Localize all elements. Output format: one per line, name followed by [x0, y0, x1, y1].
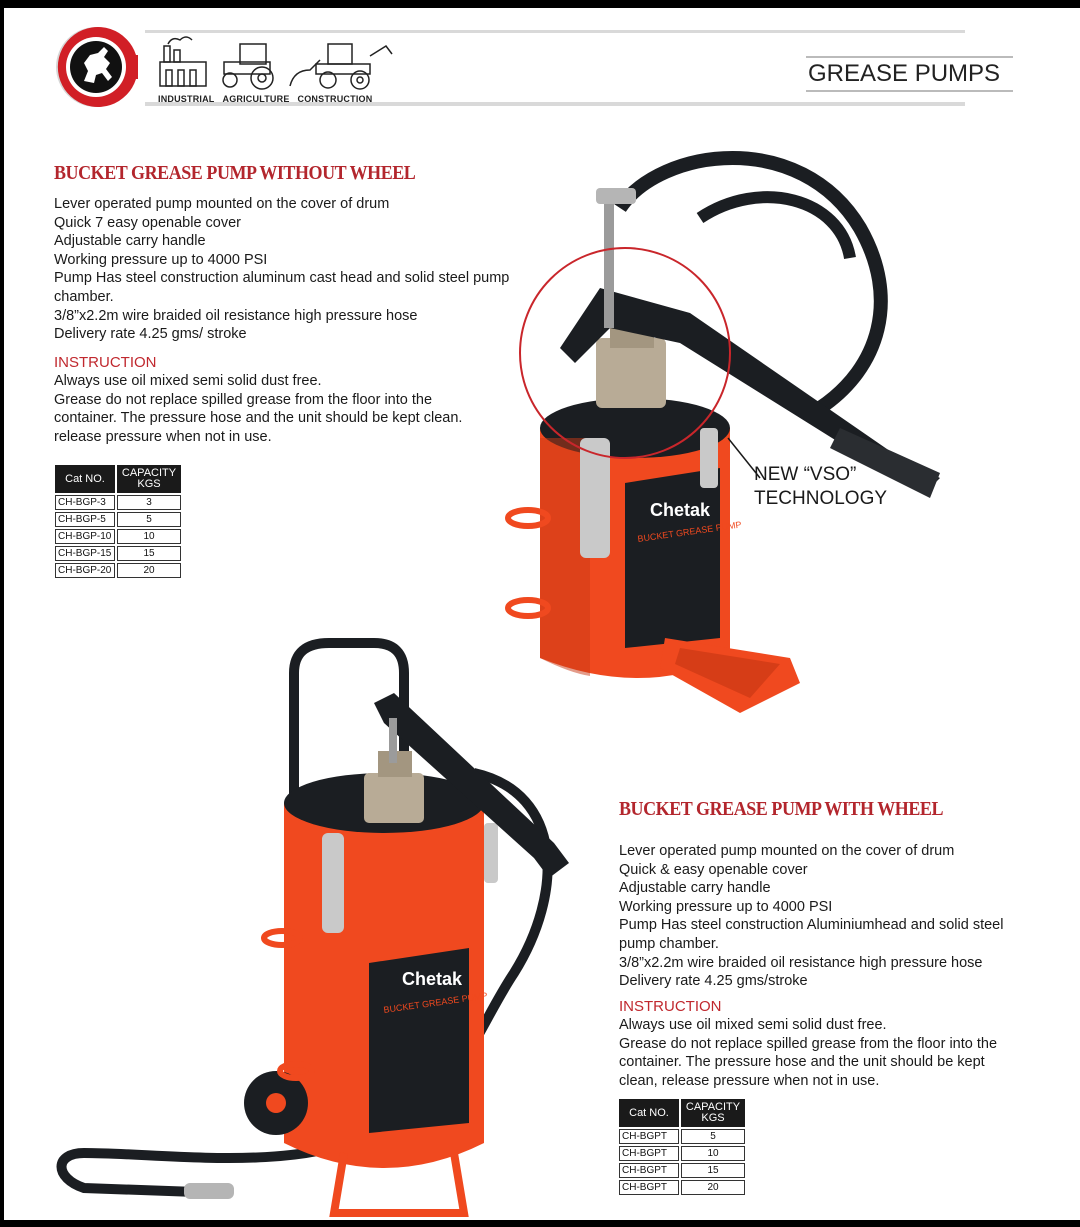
instruction-line: Always use oil mixed semi solid dust free.: [54, 373, 322, 389]
cat-cell: CH-BGP-10: [55, 529, 115, 544]
table-row: [55, 495, 181, 510]
product2-brand-text: Chetak: [402, 969, 463, 989]
cat-cell: CH-BGP-15: [55, 546, 115, 561]
capacity-cell: 3: [117, 495, 181, 510]
col-cat-header: Cat NO.: [619, 1099, 679, 1127]
feature-item: 3/8”x2.2m wire braided oil resistance high pressure hose: [619, 954, 983, 971]
header: [50, 20, 1001, 106]
capacity-cell: 20: [117, 563, 181, 578]
product2-label-text: BUCKET GREASE PUMP: [382, 990, 489, 1015]
page-title: GREASE PUMPS: [806, 56, 1013, 92]
feature-item: Delivery rate 4.25 gms/ stroke: [54, 326, 247, 343]
product1-instructions: [54, 372, 514, 446]
catalog-page: [4, 8, 1080, 1220]
feature-item: Working pressure up to 4000 PSI: [54, 251, 268, 268]
table-row: [55, 563, 181, 578]
loader-icon: [290, 44, 392, 89]
feature-item: pump chamber.: [619, 935, 719, 952]
cat-cell: CH-BGP-5: [55, 512, 115, 527]
col-capacity-header: CAPACITY KGS: [681, 1099, 745, 1127]
capacity-cell: 5: [681, 1129, 745, 1144]
product1-features: [54, 195, 514, 344]
feature-item: Lever operated pump mounted on the cover of drum: [54, 196, 390, 212]
cat-cell: CH-BGPT: [619, 1146, 679, 1161]
capacity-cell: 5: [117, 512, 181, 527]
table-row: [55, 512, 181, 527]
tractor-icon: [223, 44, 273, 89]
sector-labels: [158, 94, 418, 104]
capacity-cell: 20: [681, 1180, 745, 1195]
instruction-line: Always use oil mixed semi solid dust free.: [619, 1017, 887, 1033]
product2-heading: BUCKET GREASE PUMP WITH WHEEL: [619, 798, 944, 820]
table-row: [619, 1129, 745, 1144]
capacity-cell: 10: [681, 1146, 745, 1161]
cat-cell: CH-BGPT: [619, 1180, 679, 1195]
feature-item: Quick & easy openable cover: [619, 861, 808, 878]
feature-item: Pump Has steel construction Aluminiumhead and solid steel: [619, 917, 1004, 934]
feature-item: Lever operated pump mounted on the cover of drum: [619, 843, 955, 859]
cat-cell: CH-BGP-3: [55, 495, 115, 510]
product2-features: [619, 842, 1049, 991]
sector-construction: CONSTRUCTION: [297, 94, 373, 104]
vso-callout-line2: TECHNOLOGY: [754, 488, 888, 509]
col-cat-header: Cat NO.: [55, 465, 115, 493]
feature-item: Pump Has steel construction aluminum cast head and solid steel pump chamber.: [54, 270, 510, 305]
chetak-horse-logo-icon: [54, 25, 138, 109]
feature-item: 3/8”x2.2m wire braided oil resistance high pressure hose: [54, 307, 418, 324]
product2-image: [44, 633, 584, 1218]
instruction-line: container. The pressure hose and the unit should be kept: [619, 1054, 985, 1071]
feature-item: Adjustable carry handle: [619, 880, 771, 897]
feature-item: Adjustable carry handle: [54, 233, 206, 250]
product1-image: [500, 138, 960, 718]
instruction-line: container. The pressure hose and the unit should be kept clean.: [54, 410, 463, 427]
sector-icons: [158, 34, 398, 94]
product1-brand-text: Chetak: [650, 500, 711, 520]
table-row: [619, 1146, 745, 1161]
product2-instructions: [619, 1016, 1049, 1090]
instruction-line: Grease do not replace spilled grease from the floor into the: [54, 391, 433, 408]
cat-cell: CH-BGPT: [619, 1129, 679, 1144]
col-capacity-header: CAPACITY KGS: [117, 465, 181, 493]
instruction-line: release pressure when not in use.: [54, 428, 272, 445]
instruction-line: Grease do not replace spilled grease from the floor into the: [619, 1035, 998, 1052]
instruction-line: clean, release pressure when not in use.: [619, 1072, 880, 1089]
feature-item: Delivery rate 4.25 gms/stroke: [619, 973, 808, 990]
product1-label-text: BUCKET GREASE PUMP: [636, 519, 743, 544]
feature-item: Working pressure up to 4000 PSI: [619, 898, 833, 915]
capacity-cell: 10: [117, 529, 181, 544]
product2-spec-table: [617, 1097, 747, 1197]
header-rule-top: [145, 30, 965, 33]
vso-callout: [754, 463, 887, 511]
product1-heading: BUCKET GREASE PUMP WITHOUT WHEEL: [54, 162, 416, 184]
sector-industrial: INDUSTRIAL: [158, 94, 215, 104]
product1-instruction-heading: INSTRUCTION: [54, 354, 157, 371]
vso-callout-line1: NEW “VSO”: [754, 464, 857, 485]
table-row: [55, 546, 181, 561]
feature-item: Quick 7 easy openable cover: [54, 214, 241, 231]
table-row: [619, 1163, 745, 1178]
cat-cell: CH-BGP-20: [55, 563, 115, 578]
cat-cell: CH-BGPT: [619, 1163, 679, 1178]
product2-instruction-heading: INSTRUCTION: [619, 998, 722, 1015]
capacity-cell: 15: [117, 546, 181, 561]
sector-agriculture: AGRICULTURE: [222, 94, 290, 104]
factory-icon: [160, 37, 206, 86]
table-row: [619, 1180, 745, 1195]
table-row: [55, 529, 181, 544]
capacity-cell: 15: [681, 1163, 745, 1178]
product1-spec-table: [53, 463, 183, 580]
